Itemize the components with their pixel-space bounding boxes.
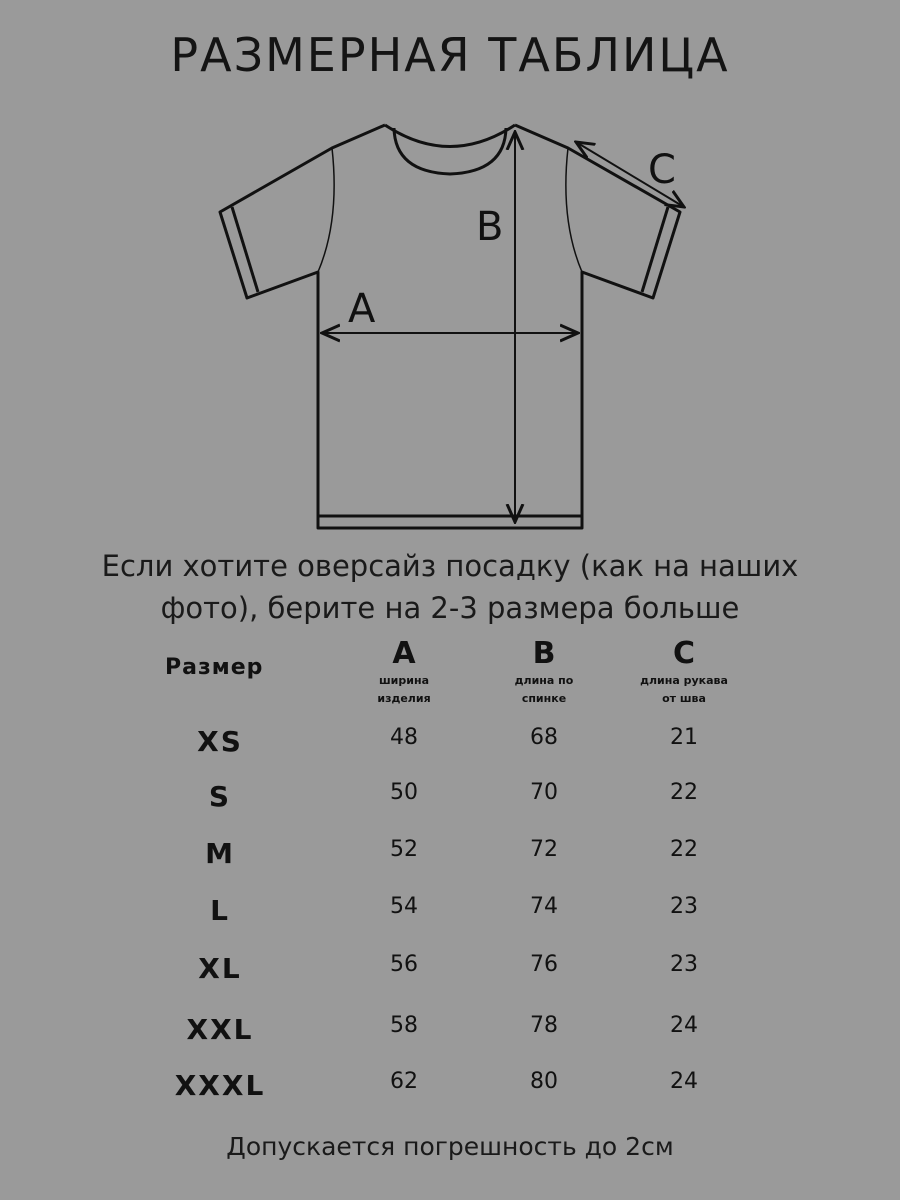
column-desc-a-1: ширина xyxy=(379,674,429,687)
value-a-cell: 58 xyxy=(390,1013,418,1038)
value-a-cell: 62 xyxy=(390,1069,418,1094)
value-b-cell: 70 xyxy=(530,780,558,805)
size-cell: L xyxy=(210,894,230,927)
value-a-cell: 54 xyxy=(390,894,418,919)
column-letter-c: C xyxy=(672,636,696,671)
table-row xyxy=(0,952,900,992)
tolerance-note: Допускается погрешность до 2см xyxy=(226,1132,674,1161)
column-desc-c-1: длина рукава xyxy=(640,674,728,687)
table-row xyxy=(0,780,900,820)
size-cell: XXL xyxy=(186,1013,254,1046)
size-cell: XS xyxy=(197,725,243,758)
value-c-cell: 21 xyxy=(670,725,698,750)
value-c-cell: 24 xyxy=(670,1013,698,1038)
column-desc-c-2: от шва xyxy=(662,692,706,705)
column-header-a xyxy=(324,636,484,708)
value-a-cell: 56 xyxy=(390,952,418,977)
label-a: A xyxy=(348,286,376,332)
column-header-c xyxy=(604,636,764,708)
column-desc-b-2: спинке xyxy=(521,692,567,705)
note-line-2: фото), берите на 2-3 размера больше xyxy=(160,591,740,625)
table-row xyxy=(0,725,900,765)
column-desc-b-1: длина по xyxy=(514,674,574,687)
value-b-cell: 76 xyxy=(530,952,558,977)
size-cell: M xyxy=(205,837,235,870)
value-a-cell: 52 xyxy=(390,837,418,862)
value-a-cell: 48 xyxy=(390,725,418,750)
value-c-cell: 22 xyxy=(670,837,698,862)
column-desc-a-2: изделия xyxy=(377,692,431,705)
label-b: B xyxy=(476,204,504,250)
label-c: C xyxy=(648,147,676,193)
value-b-cell: 78 xyxy=(530,1013,558,1038)
value-b-cell: 68 xyxy=(530,725,558,750)
note-line-1: Если хотите оверсайз посадку (как на наших xyxy=(101,549,799,583)
size-cell: XL xyxy=(198,952,242,985)
value-b-cell: 72 xyxy=(530,837,558,862)
column-header-b xyxy=(464,636,624,708)
table-row xyxy=(0,894,900,934)
value-a-cell: 50 xyxy=(390,780,418,805)
table-row xyxy=(0,837,900,877)
table-row xyxy=(0,1013,900,1053)
tshirt-diagram xyxy=(0,100,900,540)
oversize-note xyxy=(0,545,900,629)
column-letter-b: B xyxy=(532,636,556,671)
value-c-cell: 23 xyxy=(670,952,698,977)
value-c-cell: 23 xyxy=(670,894,698,919)
value-c-cell: 24 xyxy=(670,1069,698,1094)
size-column-header: Размер xyxy=(165,655,264,680)
size-cell: XXXL xyxy=(174,1069,266,1102)
column-letter-a: A xyxy=(392,636,416,671)
value-b-cell: 74 xyxy=(530,894,558,919)
size-cell: S xyxy=(208,780,232,813)
value-c-cell: 22 xyxy=(670,780,698,805)
page-title: РАЗМЕРНАЯ ТАБЛИЦА xyxy=(170,28,730,82)
table-row xyxy=(0,1069,900,1109)
value-b-cell: 80 xyxy=(530,1069,558,1094)
